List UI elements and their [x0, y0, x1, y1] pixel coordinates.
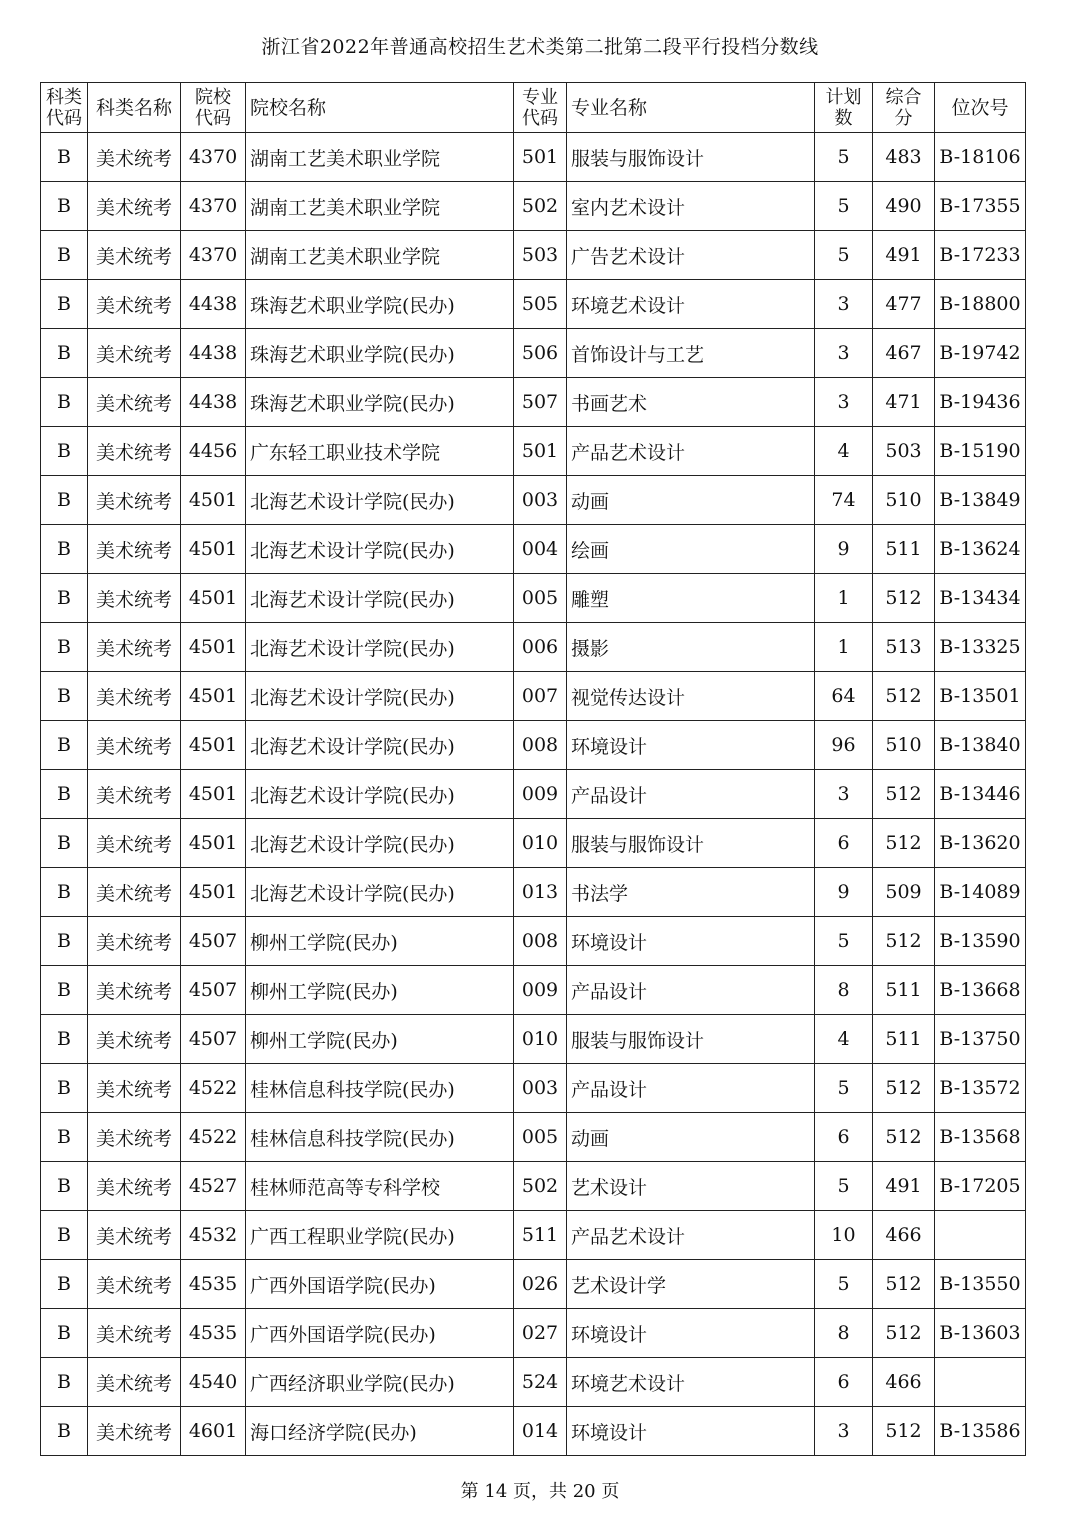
cell-school-name: 北海艺术设计学院(民办) [246, 574, 514, 623]
cell-subject-code: B [41, 1358, 88, 1407]
cell-major-name: 摄影 [567, 623, 815, 672]
cell-major-code: 004 [514, 525, 567, 574]
cell-plan: 5 [815, 1064, 873, 1113]
cell-plan: 9 [815, 868, 873, 917]
cell-school-name: 湖南工艺美术职业学院 [246, 231, 514, 280]
cell-major-name: 艺术设计学 [567, 1260, 815, 1309]
cell-subject-name: 美术统考 [88, 525, 181, 574]
cell-major-code: 505 [514, 280, 567, 329]
cell-subject-code: B [41, 280, 88, 329]
cell-plan: 6 [815, 819, 873, 868]
cell-subject-name: 美术统考 [88, 378, 181, 427]
cell-plan: 3 [815, 770, 873, 819]
header-school-code: 院校 代码 [181, 83, 246, 133]
cell-rank: B-13849 [935, 476, 1026, 525]
cell-school-code: 4438 [181, 280, 246, 329]
table-row [41, 1309, 1026, 1358]
cell-subject-name: 美术统考 [88, 623, 181, 672]
cell-score: 471 [873, 378, 935, 427]
cell-subject-code: B [41, 231, 88, 280]
cell-school-code: 4438 [181, 378, 246, 427]
cell-school-name: 广西工程职业学院(民办) [246, 1211, 514, 1260]
cell-rank: B-13840 [935, 721, 1026, 770]
cell-subject-code: B [41, 1015, 88, 1064]
cell-major-name: 艺术设计 [567, 1162, 815, 1211]
cell-school-code: 4501 [181, 721, 246, 770]
cell-major-name: 环境设计 [567, 1309, 815, 1358]
cell-subject-code: B [41, 378, 88, 427]
table-row [41, 868, 1026, 917]
cell-rank: B-18106 [935, 133, 1026, 182]
cell-plan: 6 [815, 1113, 873, 1162]
cell-rank: B-17355 [935, 182, 1026, 231]
cell-subject-name: 美术统考 [88, 672, 181, 721]
cell-subject-name: 美术统考 [88, 1015, 181, 1064]
cell-plan: 4 [815, 1015, 873, 1064]
cell-major-name: 产品设计 [567, 770, 815, 819]
cell-major-name: 动画 [567, 1113, 815, 1162]
cell-school-name: 北海艺术设计学院(民办) [246, 476, 514, 525]
cell-score: 509 [873, 868, 935, 917]
cell-rank: B-14089 [935, 868, 1026, 917]
cell-subject-code: B [41, 721, 88, 770]
cell-major-code: 009 [514, 770, 567, 819]
cell-major-name: 产品设计 [567, 966, 815, 1015]
cell-score: 512 [873, 1309, 935, 1358]
cell-subject-code: B [41, 819, 88, 868]
cell-major-name: 环境艺术设计 [567, 1358, 815, 1407]
table-row [41, 1211, 1026, 1260]
cell-subject-code: B [41, 868, 88, 917]
cell-school-name: 北海艺术设计学院(民办) [246, 525, 514, 574]
cell-score: 512 [873, 1113, 935, 1162]
cell-plan: 1 [815, 574, 873, 623]
cell-rank: B-18800 [935, 280, 1026, 329]
cell-subject-name: 美术统考 [88, 280, 181, 329]
cell-major-code: 009 [514, 966, 567, 1015]
cell-school-name: 广东轻工职业技术学院 [246, 427, 514, 476]
cell-major-name: 环境艺术设计 [567, 280, 815, 329]
cell-school-name: 北海艺术设计学院(民办) [246, 770, 514, 819]
cell-plan: 5 [815, 231, 873, 280]
table-row [41, 770, 1026, 819]
cell-school-code: 4535 [181, 1260, 246, 1309]
cell-subject-code: B [41, 1407, 88, 1456]
cell-school-name: 珠海艺术职业学院(民办) [246, 280, 514, 329]
cell-major-code: 026 [514, 1260, 567, 1309]
cell-school-code: 4370 [181, 182, 246, 231]
cell-major-name: 动画 [567, 476, 815, 525]
cell-plan: 4 [815, 427, 873, 476]
cell-rank: B-13568 [935, 1113, 1026, 1162]
cell-school-code: 4501 [181, 770, 246, 819]
cell-subject-code: B [41, 1162, 88, 1211]
table-row [41, 476, 1026, 525]
cell-rank: B-13603 [935, 1309, 1026, 1358]
table-row [41, 133, 1026, 182]
cell-major-name: 产品艺术设计 [567, 427, 815, 476]
header-school-name: 院校名称 [246, 83, 514, 133]
cell-major-name: 环境设计 [567, 917, 815, 966]
cell-school-name: 广西经济职业学院(民办) [246, 1358, 514, 1407]
cell-plan: 5 [815, 917, 873, 966]
cell-score: 510 [873, 476, 935, 525]
page-footer: 第 14 页，共 20 页 [460, 1481, 620, 1502]
cell-subject-name: 美术统考 [88, 868, 181, 917]
cell-school-name: 湖南工艺美术职业学院 [246, 133, 514, 182]
cell-score: 512 [873, 1064, 935, 1113]
table-row [41, 721, 1026, 770]
cell-plan: 8 [815, 1309, 873, 1358]
cell-major-code: 507 [514, 378, 567, 427]
table-row [41, 1015, 1026, 1064]
cell-rank: B-13620 [935, 819, 1026, 868]
cell-subject-name: 美术统考 [88, 819, 181, 868]
cell-major-code: 013 [514, 868, 567, 917]
cell-plan: 3 [815, 1407, 873, 1456]
cell-plan: 3 [815, 329, 873, 378]
cell-major-name: 产品设计 [567, 1064, 815, 1113]
cell-school-code: 4535 [181, 1309, 246, 1358]
cell-major-name: 环境设计 [567, 1407, 815, 1456]
cell-rank: B-13586 [935, 1407, 1026, 1456]
table-row [41, 231, 1026, 280]
cell-rank: B-13325 [935, 623, 1026, 672]
cell-score: 512 [873, 672, 935, 721]
cell-school-code: 4370 [181, 133, 246, 182]
cell-school-code: 4522 [181, 1064, 246, 1113]
table-row [41, 182, 1026, 231]
cell-rank: B-13501 [935, 672, 1026, 721]
cell-major-code: 524 [514, 1358, 567, 1407]
cell-subject-code: B [41, 1064, 88, 1113]
cell-major-code: 506 [514, 329, 567, 378]
cell-school-code: 4370 [181, 231, 246, 280]
cell-rank: B-17205 [935, 1162, 1026, 1211]
cell-score: 513 [873, 623, 935, 672]
cell-plan: 3 [815, 280, 873, 329]
table-row [41, 378, 1026, 427]
cell-school-code: 4501 [181, 672, 246, 721]
cell-rank: B-13446 [935, 770, 1026, 819]
cell-score: 512 [873, 819, 935, 868]
cell-plan: 5 [815, 133, 873, 182]
cell-rank: B-13750 [935, 1015, 1026, 1064]
score-table [40, 82, 1026, 1456]
table-body [41, 133, 1026, 1456]
cell-school-code: 4522 [181, 1113, 246, 1162]
cell-major-name: 视觉传达设计 [567, 672, 815, 721]
cell-subject-code: B [41, 1211, 88, 1260]
cell-subject-name: 美术统考 [88, 1064, 181, 1113]
cell-major-name: 广告艺术设计 [567, 231, 815, 280]
cell-subject-name: 美术统考 [88, 182, 181, 231]
cell-school-name: 广西外国语学院(民办) [246, 1260, 514, 1309]
cell-school-code: 4507 [181, 917, 246, 966]
cell-school-name: 珠海艺术职业学院(民办) [246, 378, 514, 427]
cell-major-code: 027 [514, 1309, 567, 1358]
cell-score: 511 [873, 525, 935, 574]
cell-school-name: 珠海艺术职业学院(民办) [246, 329, 514, 378]
cell-score: 491 [873, 231, 935, 280]
cell-score: 466 [873, 1211, 935, 1260]
cell-school-code: 4527 [181, 1162, 246, 1211]
cell-score: 511 [873, 1015, 935, 1064]
cell-school-name: 桂林师范高等专科学校 [246, 1162, 514, 1211]
table-row [41, 1064, 1026, 1113]
cell-rank: B-13434 [935, 574, 1026, 623]
cell-major-code: 008 [514, 721, 567, 770]
cell-school-code: 4456 [181, 427, 246, 476]
cell-rank: B-13572 [935, 1064, 1026, 1113]
cell-major-name: 雕塑 [567, 574, 815, 623]
cell-school-name: 北海艺术设计学院(民办) [246, 721, 514, 770]
cell-major-code: 501 [514, 133, 567, 182]
cell-subject-name: 美术统考 [88, 721, 181, 770]
cell-subject-code: B [41, 1309, 88, 1358]
header-major-code: 专业 代码 [514, 83, 567, 133]
header-rank: 位次号 [935, 83, 1026, 133]
cell-score: 511 [873, 966, 935, 1015]
cell-score: 467 [873, 329, 935, 378]
cell-subject-code: B [41, 770, 88, 819]
cell-school-code: 4507 [181, 1015, 246, 1064]
page-title: 浙江省2022年普通高校招生艺术类第二批第二段平行投档分数线 [261, 36, 819, 58]
cell-school-name: 北海艺术设计学院(民办) [246, 819, 514, 868]
cell-subject-name: 美术统考 [88, 1407, 181, 1456]
cell-plan: 3 [815, 378, 873, 427]
cell-school-code: 4501 [181, 868, 246, 917]
cell-plan: 1 [815, 623, 873, 672]
cell-score: 510 [873, 721, 935, 770]
cell-subject-code: B [41, 1113, 88, 1162]
cell-plan: 96 [815, 721, 873, 770]
table-row [41, 672, 1026, 721]
cell-school-code: 4501 [181, 476, 246, 525]
table-row [41, 917, 1026, 966]
cell-major-name: 室内艺术设计 [567, 182, 815, 231]
cell-school-name: 柳州工学院(民办) [246, 1015, 514, 1064]
header-subject-name: 科类名称 [88, 83, 181, 133]
header-subject-code: 科类 代码 [41, 83, 88, 133]
cell-subject-name: 美术统考 [88, 1113, 181, 1162]
cell-major-code: 008 [514, 917, 567, 966]
table-row [41, 574, 1026, 623]
cell-score: 490 [873, 182, 935, 231]
cell-subject-name: 美术统考 [88, 1162, 181, 1211]
cell-major-name: 绘画 [567, 525, 815, 574]
cell-subject-name: 美术统考 [88, 1309, 181, 1358]
cell-rank: B-19436 [935, 378, 1026, 427]
cell-rank: B-15190 [935, 427, 1026, 476]
cell-major-code: 010 [514, 819, 567, 868]
cell-subject-name: 美术统考 [88, 231, 181, 280]
cell-school-name: 海口经济学院(民办) [246, 1407, 514, 1456]
cell-plan: 5 [815, 1260, 873, 1309]
cell-subject-name: 美术统考 [88, 574, 181, 623]
cell-school-code: 4532 [181, 1211, 246, 1260]
cell-score: 491 [873, 1162, 935, 1211]
cell-major-name: 书画艺术 [567, 378, 815, 427]
table-row [41, 280, 1026, 329]
table-row [41, 819, 1026, 868]
cell-subject-code: B [41, 525, 88, 574]
table-row [41, 525, 1026, 574]
cell-score: 512 [873, 917, 935, 966]
cell-rank: B-17233 [935, 231, 1026, 280]
cell-rank: B-13550 [935, 1260, 1026, 1309]
cell-subject-code: B [41, 182, 88, 231]
cell-school-name: 桂林信息科技学院(民办) [246, 1113, 514, 1162]
cell-major-name: 书法学 [567, 868, 815, 917]
cell-score: 503 [873, 427, 935, 476]
cell-school-name: 北海艺术设计学院(民办) [246, 868, 514, 917]
cell-school-name: 柳州工学院(民办) [246, 917, 514, 966]
cell-major-code: 007 [514, 672, 567, 721]
cell-school-code: 4501 [181, 623, 246, 672]
cell-subject-name: 美术统考 [88, 1211, 181, 1260]
cell-school-code: 4501 [181, 525, 246, 574]
cell-score: 483 [873, 133, 935, 182]
table-row [41, 1358, 1026, 1407]
cell-plan: 9 [815, 525, 873, 574]
cell-major-name: 首饰设计与工艺 [567, 329, 815, 378]
cell-plan: 10 [815, 1211, 873, 1260]
cell-school-name: 广西外国语学院(民办) [246, 1309, 514, 1358]
cell-school-code: 4438 [181, 329, 246, 378]
table-header-row [41, 83, 1026, 133]
cell-school-code: 4601 [181, 1407, 246, 1456]
cell-score: 512 [873, 1407, 935, 1456]
cell-subject-name: 美术统考 [88, 966, 181, 1015]
cell-rank: B-19742 [935, 329, 1026, 378]
cell-subject-name: 美术统考 [88, 917, 181, 966]
cell-major-code: 502 [514, 1162, 567, 1211]
table-row [41, 623, 1026, 672]
table-row [41, 1407, 1026, 1456]
cell-subject-name: 美术统考 [88, 476, 181, 525]
cell-school-name: 北海艺术设计学院(民办) [246, 623, 514, 672]
header-score: 综合 分 [873, 83, 935, 133]
cell-subject-code: B [41, 329, 88, 378]
cell-school-name: 北海艺术设计学院(民办) [246, 672, 514, 721]
cell-major-code: 014 [514, 1407, 567, 1456]
table-row [41, 1162, 1026, 1211]
cell-plan: 8 [815, 966, 873, 1015]
table-row [41, 1260, 1026, 1309]
cell-score: 512 [873, 1260, 935, 1309]
cell-subject-code: B [41, 574, 88, 623]
cell-major-name: 服装与服饰设计 [567, 1015, 815, 1064]
cell-score: 512 [873, 770, 935, 819]
cell-school-name: 柳州工学院(民办) [246, 966, 514, 1015]
cell-major-name: 环境设计 [567, 721, 815, 770]
cell-school-code: 4507 [181, 966, 246, 1015]
table-row [41, 1113, 1026, 1162]
cell-subject-name: 美术统考 [88, 329, 181, 378]
cell-subject-code: B [41, 966, 88, 1015]
cell-major-code: 005 [514, 1113, 567, 1162]
cell-subject-code: B [41, 672, 88, 721]
cell-school-code: 4501 [181, 574, 246, 623]
cell-subject-code: B [41, 917, 88, 966]
cell-subject-name: 美术统考 [88, 133, 181, 182]
cell-school-code: 4540 [181, 1358, 246, 1407]
cell-school-name: 湖南工艺美术职业学院 [246, 182, 514, 231]
cell-rank [935, 1358, 1026, 1407]
cell-major-code: 511 [514, 1211, 567, 1260]
cell-subject-code: B [41, 427, 88, 476]
cell-plan: 64 [815, 672, 873, 721]
cell-major-name: 服装与服饰设计 [567, 133, 815, 182]
cell-major-code: 003 [514, 476, 567, 525]
cell-score: 512 [873, 574, 935, 623]
cell-subject-code: B [41, 476, 88, 525]
cell-major-name: 产品艺术设计 [567, 1211, 815, 1260]
header-major-name: 专业名称 [567, 83, 815, 133]
cell-subject-code: B [41, 1260, 88, 1309]
cell-plan: 5 [815, 1162, 873, 1211]
cell-score: 466 [873, 1358, 935, 1407]
cell-major-code: 502 [514, 182, 567, 231]
cell-school-code: 4501 [181, 819, 246, 868]
cell-subject-name: 美术统考 [88, 427, 181, 476]
cell-subject-code: B [41, 623, 88, 672]
cell-plan: 6 [815, 1358, 873, 1407]
cell-rank: B-13624 [935, 525, 1026, 574]
cell-major-code: 003 [514, 1064, 567, 1113]
cell-subject-name: 美术统考 [88, 1260, 181, 1309]
cell-plan: 5 [815, 182, 873, 231]
cell-subject-name: 美术统考 [88, 770, 181, 819]
cell-major-code: 006 [514, 623, 567, 672]
cell-rank: B-13668 [935, 966, 1026, 1015]
cell-major-code: 005 [514, 574, 567, 623]
cell-school-name: 桂林信息科技学院(民办) [246, 1064, 514, 1113]
cell-rank [935, 1211, 1026, 1260]
cell-score: 477 [873, 280, 935, 329]
cell-major-name: 服装与服饰设计 [567, 819, 815, 868]
cell-major-code: 503 [514, 231, 567, 280]
cell-plan: 74 [815, 476, 873, 525]
table-row [41, 966, 1026, 1015]
table-row [41, 329, 1026, 378]
cell-rank: B-13590 [935, 917, 1026, 966]
cell-subject-name: 美术统考 [88, 1358, 181, 1407]
cell-major-code: 501 [514, 427, 567, 476]
cell-subject-code: B [41, 133, 88, 182]
cell-major-code: 010 [514, 1015, 567, 1064]
table-row [41, 427, 1026, 476]
header-plan: 计划 数 [815, 83, 873, 133]
